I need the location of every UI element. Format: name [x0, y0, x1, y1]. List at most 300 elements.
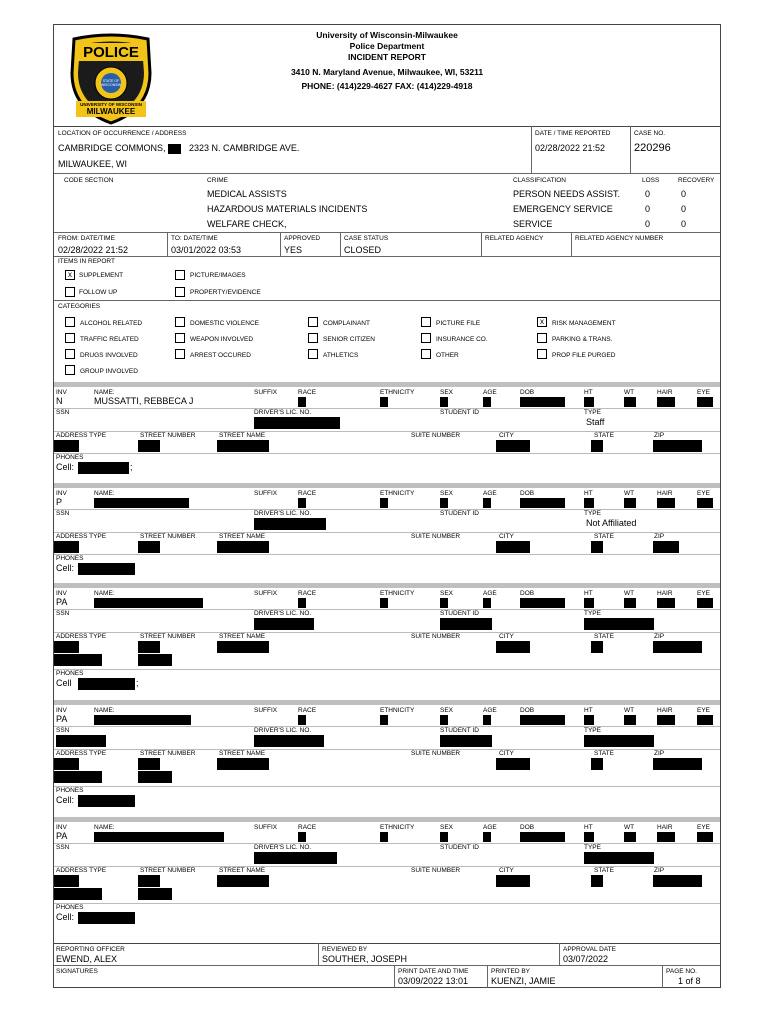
alcohol-checkbox[interactable] [65, 317, 75, 327]
redaction [584, 498, 594, 508]
parking-label: PARKING & TRANS. [552, 336, 613, 343]
redaction [217, 440, 269, 452]
crime-label: CRIME [207, 177, 228, 184]
classification-row-1: PERSON NEEDS ASSIST. [513, 189, 621, 199]
dl-label: DRIVER'S LIC. NO. [254, 610, 312, 617]
name-label: NAME: [94, 824, 115, 831]
ethnicity-label: ETHNICITY [380, 389, 415, 396]
insurance-label: INSURANCE CO. [436, 336, 488, 343]
domestic-label: DOMESTIC VIOLENCE [190, 320, 259, 327]
eye-label: EYE [697, 824, 711, 831]
name-label: NAME: [94, 707, 115, 714]
redaction [496, 758, 530, 770]
ht-label: HT [584, 490, 593, 497]
street-number-label: STREET NUMBER [140, 867, 196, 874]
street-name-label: STREET NAME [219, 533, 266, 540]
redaction [78, 795, 135, 807]
redaction [584, 735, 654, 747]
redaction [584, 618, 654, 630]
redaction [138, 875, 160, 887]
redaction [657, 715, 675, 725]
printed-by-label: PRINTED BY [491, 968, 531, 975]
redaction [138, 888, 172, 900]
age-label: AGE [483, 389, 497, 396]
type-value: Staff [586, 417, 605, 427]
person-separator [54, 483, 720, 488]
header-department: Police Department [349, 41, 425, 51]
name-value: MUSSATTI, REBBECA J [94, 396, 194, 406]
approval-date-label: APPROVAL DATE [563, 946, 616, 953]
phones-label: PHONES [56, 555, 84, 562]
redaction [54, 541, 79, 553]
prop-purged-label: PROP FILE PURGED [552, 352, 616, 359]
inv-value: PA [56, 714, 68, 724]
type-label: TYPE [584, 510, 601, 517]
eye-label: EYE [697, 707, 711, 714]
redaction [483, 832, 491, 842]
recovery-row-2: 0 [681, 204, 687, 214]
suffix-label: SUFFIX [254, 490, 278, 497]
redaction [254, 735, 324, 747]
reviewed-by-label: REVIEWED BY [322, 946, 368, 953]
group-checkbox[interactable] [65, 365, 75, 375]
traffic-checkbox[interactable] [65, 333, 75, 343]
picture-file-checkbox[interactable] [421, 317, 431, 327]
redaction [653, 541, 679, 553]
risk-management-label: RISK MANAGEMENT [552, 320, 616, 327]
redaction [584, 832, 594, 842]
date-reported-value: 02/28/2022 21:52 [535, 143, 606, 153]
suffix-label: SUFFIX [254, 590, 278, 597]
redaction [54, 654, 102, 666]
race-label: RACE [298, 707, 317, 714]
student-id-label: STUDENT ID [440, 610, 479, 617]
senior-label: SENIOR CITIZEN [323, 336, 376, 343]
state-label: STATE [594, 432, 614, 439]
city-label: CITY [499, 750, 514, 757]
city-label: CITY [499, 432, 514, 439]
state-label: STATE [594, 533, 614, 540]
person-separator [54, 583, 720, 588]
redaction [697, 832, 713, 842]
type-label: TYPE [584, 844, 601, 851]
categories-label: CATEGORIES [58, 303, 101, 310]
redaction [624, 715, 636, 725]
inv-label: INV [56, 490, 67, 497]
phones-label: PHONES [56, 670, 84, 677]
inv-value: P [56, 497, 63, 507]
redaction [54, 771, 102, 783]
redaction [217, 875, 269, 887]
suffix-label: SUFFIX [254, 707, 278, 714]
redaction [653, 875, 702, 887]
redaction [584, 598, 594, 608]
phone-suffix: ; [136, 678, 139, 688]
print-date-label: PRINT DATE AND TIME [398, 968, 469, 975]
redaction [78, 678, 135, 690]
phones-label: PHONES [56, 787, 84, 794]
address-type-label: ADDRESS TYPE [56, 533, 107, 540]
redaction [298, 598, 306, 608]
redaction [496, 440, 530, 452]
approval-date-value: 03/07/2022 [563, 954, 609, 964]
redaction [483, 715, 491, 725]
race-label: RACE [298, 490, 317, 497]
ethnicity-label: ETHNICITY [380, 490, 415, 497]
redaction [584, 852, 654, 864]
street-name-label: STREET NAME [219, 633, 266, 640]
street-name-label: STREET NAME [219, 750, 266, 757]
other-label: OTHER [436, 352, 459, 359]
row-divider [54, 903, 720, 904]
redaction [653, 641, 702, 653]
redaction [697, 498, 713, 508]
person-separator [54, 700, 720, 705]
redaction [94, 598, 203, 608]
redaction [440, 715, 448, 725]
redaction [440, 598, 448, 608]
age-label: AGE [483, 707, 497, 714]
redaction [254, 618, 314, 630]
redaction [440, 832, 448, 842]
related-agency-label: RELATED AGENCY [485, 235, 544, 242]
parking-checkbox[interactable] [537, 333, 547, 343]
wt-label: WT [624, 824, 635, 831]
supplement-checkbox[interactable]: x [65, 270, 75, 280]
redaction [657, 832, 675, 842]
ethnicity-label: ETHNICITY [380, 590, 415, 597]
age-label: AGE [483, 490, 497, 497]
items-in-report-label: ITEMS IN REPORT [58, 258, 115, 265]
type-label: TYPE [584, 727, 601, 734]
redaction [440, 397, 448, 407]
redaction [653, 440, 702, 452]
sex-label: SEX [440, 490, 454, 497]
row-divider [54, 786, 720, 787]
redaction [380, 832, 388, 842]
sex-label: SEX [440, 824, 454, 831]
redaction [168, 144, 181, 154]
row-divider [54, 843, 720, 844]
suffix-label: SUFFIX [254, 824, 278, 831]
redaction [591, 541, 603, 553]
phones-label: PHONES [56, 904, 84, 911]
loss-label: LOSS [642, 177, 660, 184]
ssn-label: SSN [56, 409, 70, 416]
redaction [483, 598, 491, 608]
street-number-label: STREET NUMBER [140, 750, 196, 757]
state-label: STATE [594, 867, 614, 874]
redaction [298, 832, 306, 842]
redaction [697, 715, 713, 725]
other-checkbox[interactable] [421, 349, 431, 359]
insurance-checkbox[interactable] [421, 333, 431, 343]
inv-label: INV [56, 824, 67, 831]
redaction [138, 758, 160, 770]
person-separator [54, 382, 720, 387]
inv-label: INV [56, 707, 67, 714]
eye-label: EYE [697, 590, 711, 597]
sex-label: SEX [440, 590, 454, 597]
signatures-label: SIGNATURES [56, 968, 98, 975]
redaction [440, 618, 492, 630]
redaction [591, 758, 603, 770]
redaction [653, 758, 702, 770]
athletics-label: ATHLETICS [323, 352, 359, 359]
redaction [624, 498, 636, 508]
redaction [483, 498, 491, 508]
redaction [54, 888, 102, 900]
risk-management-checkbox[interactable]: x [537, 317, 547, 327]
redaction [380, 715, 388, 725]
phone-type: Cell: [56, 912, 75, 922]
wt-label: WT [624, 590, 635, 597]
redaction [78, 563, 135, 575]
approved-label: APPROVED [284, 235, 321, 242]
to-date-value: 03/01/2022 03:53 [171, 245, 242, 255]
domestic-checkbox[interactable] [175, 317, 185, 327]
type-label: TYPE [584, 409, 601, 416]
arrest-checkbox[interactable] [175, 349, 185, 359]
eye-label: EYE [697, 490, 711, 497]
zip-label: ZIP [654, 633, 665, 640]
redaction [138, 654, 172, 666]
suite-number-label: SUITE NUMBER [411, 533, 461, 540]
redaction [138, 440, 160, 452]
row-divider [54, 669, 720, 670]
street-number-label: STREET NUMBER [140, 633, 196, 640]
person-separator [54, 817, 720, 822]
wt-label: WT [624, 389, 635, 396]
loss-row-3: 0 [645, 219, 651, 229]
redaction [584, 715, 594, 725]
redaction [584, 397, 594, 407]
athletics-checkbox[interactable] [308, 349, 318, 359]
redaction [298, 397, 306, 407]
redaction [54, 875, 79, 887]
race-label: RACE [298, 389, 317, 396]
student-id-label: STUDENT ID [440, 510, 479, 517]
redaction [520, 498, 565, 508]
phone-type: Cell [56, 678, 72, 688]
location-line1a: CAMBRIDGE COMMONS, [58, 143, 166, 153]
student-id-label: STUDENT ID [440, 844, 479, 851]
page-no-value: 1 of 8 [678, 976, 701, 986]
page-no-label: PAGE NO. [666, 968, 697, 975]
header-report-title: INCIDENT REPORT [348, 52, 426, 62]
case-no-label: CASE NO. [634, 130, 666, 137]
redaction [298, 498, 306, 508]
city-label: CITY [499, 867, 514, 874]
redaction [520, 832, 565, 842]
dob-label: DOB [520, 389, 535, 396]
redaction [54, 758, 79, 770]
location-line1b: 2323 N. CAMBRIDGE AVE. [189, 143, 300, 153]
student-id-label: STUDENT ID [440, 727, 479, 734]
location-line2: MILWAUKEE, WI [58, 159, 128, 169]
related-agency-number-label: RELATED AGENCY NUMBER [575, 235, 664, 242]
ethnicity-label: ETHNICITY [380, 707, 415, 714]
redaction [254, 417, 340, 429]
crime-row-2: HAZARDOUS MATERIALS INCIDENTS [207, 204, 368, 214]
redaction [520, 598, 565, 608]
phone-type: Cell: [56, 563, 75, 573]
street-name-label: STREET NAME [219, 867, 266, 874]
redaction [56, 735, 106, 747]
redaction [138, 641, 160, 653]
senior-checkbox[interactable] [308, 333, 318, 343]
dl-label: DRIVER'S LIC. NO. [254, 510, 312, 517]
loss-row-2: 0 [645, 204, 651, 214]
ssn-label: SSN [56, 610, 70, 617]
address-type-label: ADDRESS TYPE [56, 750, 107, 757]
pictures-checkbox[interactable] [175, 270, 185, 280]
print-date-value: 03/09/2022 13:01 [398, 976, 469, 986]
street-name-label: STREET NAME [219, 432, 266, 439]
phone-suffix: ; [130, 462, 133, 472]
hair-label: HAIR [657, 707, 673, 714]
alcohol-label: ALCOHOL RELATED [80, 320, 143, 327]
row-divider [54, 609, 720, 610]
suite-number-label: SUITE NUMBER [411, 633, 461, 640]
redaction [217, 541, 269, 553]
redaction [697, 397, 713, 407]
row-divider [54, 554, 720, 555]
hair-label: HAIR [657, 490, 673, 497]
prop-purged-checkbox[interactable] [537, 349, 547, 359]
crime-row-1: MEDICAL ASSISTS [207, 189, 287, 199]
dob-label: DOB [520, 707, 535, 714]
ht-label: HT [584, 707, 593, 714]
follow-up-checkbox[interactable] [65, 287, 75, 297]
redaction [138, 541, 160, 553]
logo-police-text: POLICE [83, 44, 139, 61]
code-section-label: CODE SECTION [64, 177, 114, 184]
sex-label: SEX [440, 707, 454, 714]
redaction [591, 875, 603, 887]
printed-by-value: KUENZI, JAMIE [491, 976, 556, 986]
redaction [496, 641, 530, 653]
weapon-label: WEAPON INVOLVED [190, 336, 254, 343]
redaction [380, 598, 388, 608]
incident-report-form [53, 24, 721, 988]
case-no-value: 220296 [634, 142, 671, 154]
ssn-label: SSN [56, 510, 70, 517]
redaction [624, 397, 636, 407]
ssn-label: SSN [56, 727, 70, 734]
drugs-label: DRUGS INVOLVED [80, 352, 138, 359]
drugs-checkbox[interactable] [65, 349, 75, 359]
follow-up-label: FOLLOW UP [79, 289, 118, 296]
row-divider [54, 509, 720, 510]
complainant-label: COMPLAINANT [323, 320, 370, 327]
redaction [520, 715, 565, 725]
redaction [697, 598, 713, 608]
hair-label: HAIR [657, 389, 673, 396]
complainant-checkbox[interactable] [308, 317, 318, 327]
phone-type: Cell: [56, 795, 75, 805]
group-label: GROUP INVOLVED [80, 368, 138, 375]
ssn-label: SSN [56, 844, 70, 851]
suite-number-label: SUITE NUMBER [411, 750, 461, 757]
dob-label: DOB [520, 824, 535, 831]
type-label: TYPE [584, 610, 601, 617]
loss-row-1: 0 [645, 189, 651, 199]
zip-label: ZIP [654, 750, 665, 757]
redaction [254, 518, 326, 530]
header-phone: PHONE: (414)229-4627 FAX: (414)229-4918 [301, 81, 473, 91]
suite-number-label: SUITE NUMBER [411, 432, 461, 439]
pictures-label: PICTURE/IMAGES [190, 272, 246, 279]
zip-label: ZIP [654, 533, 665, 540]
ht-label: HT [584, 389, 593, 396]
city-label: CITY [499, 533, 514, 540]
redaction [483, 397, 491, 407]
property-label: PROPERTY/EVIDENCE [190, 289, 261, 296]
property-checkbox[interactable] [175, 287, 185, 297]
redaction [94, 715, 191, 725]
redaction [496, 541, 530, 553]
redaction [78, 912, 135, 924]
redaction [138, 771, 172, 783]
name-label: NAME: [94, 590, 115, 597]
weapon-checkbox[interactable] [175, 333, 185, 343]
redaction [591, 641, 603, 653]
inv-value: N [56, 396, 63, 406]
race-label: RACE [298, 590, 317, 597]
inv-label: INV [56, 389, 67, 396]
crime-row-3: WELFARE CHECK, [207, 219, 287, 229]
student-id-label: STUDENT ID [440, 409, 479, 416]
wt-label: WT [624, 707, 635, 714]
sex-label: SEX [440, 389, 454, 396]
ht-label: HT [584, 590, 593, 597]
hair-label: HAIR [657, 824, 673, 831]
from-date-label: FROM: DATE/TIME [58, 235, 115, 242]
case-status-value: CLOSED [344, 245, 382, 255]
redaction [54, 641, 79, 653]
dl-label: DRIVER'S LIC. NO. [254, 844, 312, 851]
redaction [217, 758, 269, 770]
redaction [624, 832, 636, 842]
zip-label: ZIP [654, 867, 665, 874]
logo-university-text: UNIVERSITY OF WISCONSIN [80, 102, 142, 107]
type-value: Not Affiliated [586, 518, 637, 528]
recovery-row-1: 0 [681, 189, 687, 199]
redaction [657, 498, 675, 508]
redaction [440, 735, 492, 747]
approved-value: YES [284, 245, 303, 255]
street-number-label: STREET NUMBER [140, 432, 196, 439]
redaction [254, 852, 337, 864]
logo-ring-text: STATE OF WISCONSIN [100, 79, 122, 87]
street-number-label: STREET NUMBER [140, 533, 196, 540]
state-label: STATE [594, 750, 614, 757]
phones-label: PHONES [56, 454, 84, 461]
redaction [54, 440, 79, 452]
redaction [624, 598, 636, 608]
reviewed-by-value: SOUTHER, JOSEPH [322, 954, 408, 964]
redaction [94, 832, 224, 842]
redaction [380, 397, 388, 407]
address-type-label: ADDRESS TYPE [56, 867, 107, 874]
suite-number-label: SUITE NUMBER [411, 867, 461, 874]
redaction [298, 715, 306, 725]
dl-label: DRIVER'S LIC. NO. [254, 409, 312, 416]
row-divider [54, 453, 720, 454]
redaction [657, 598, 675, 608]
eye-label: EYE [697, 389, 711, 396]
